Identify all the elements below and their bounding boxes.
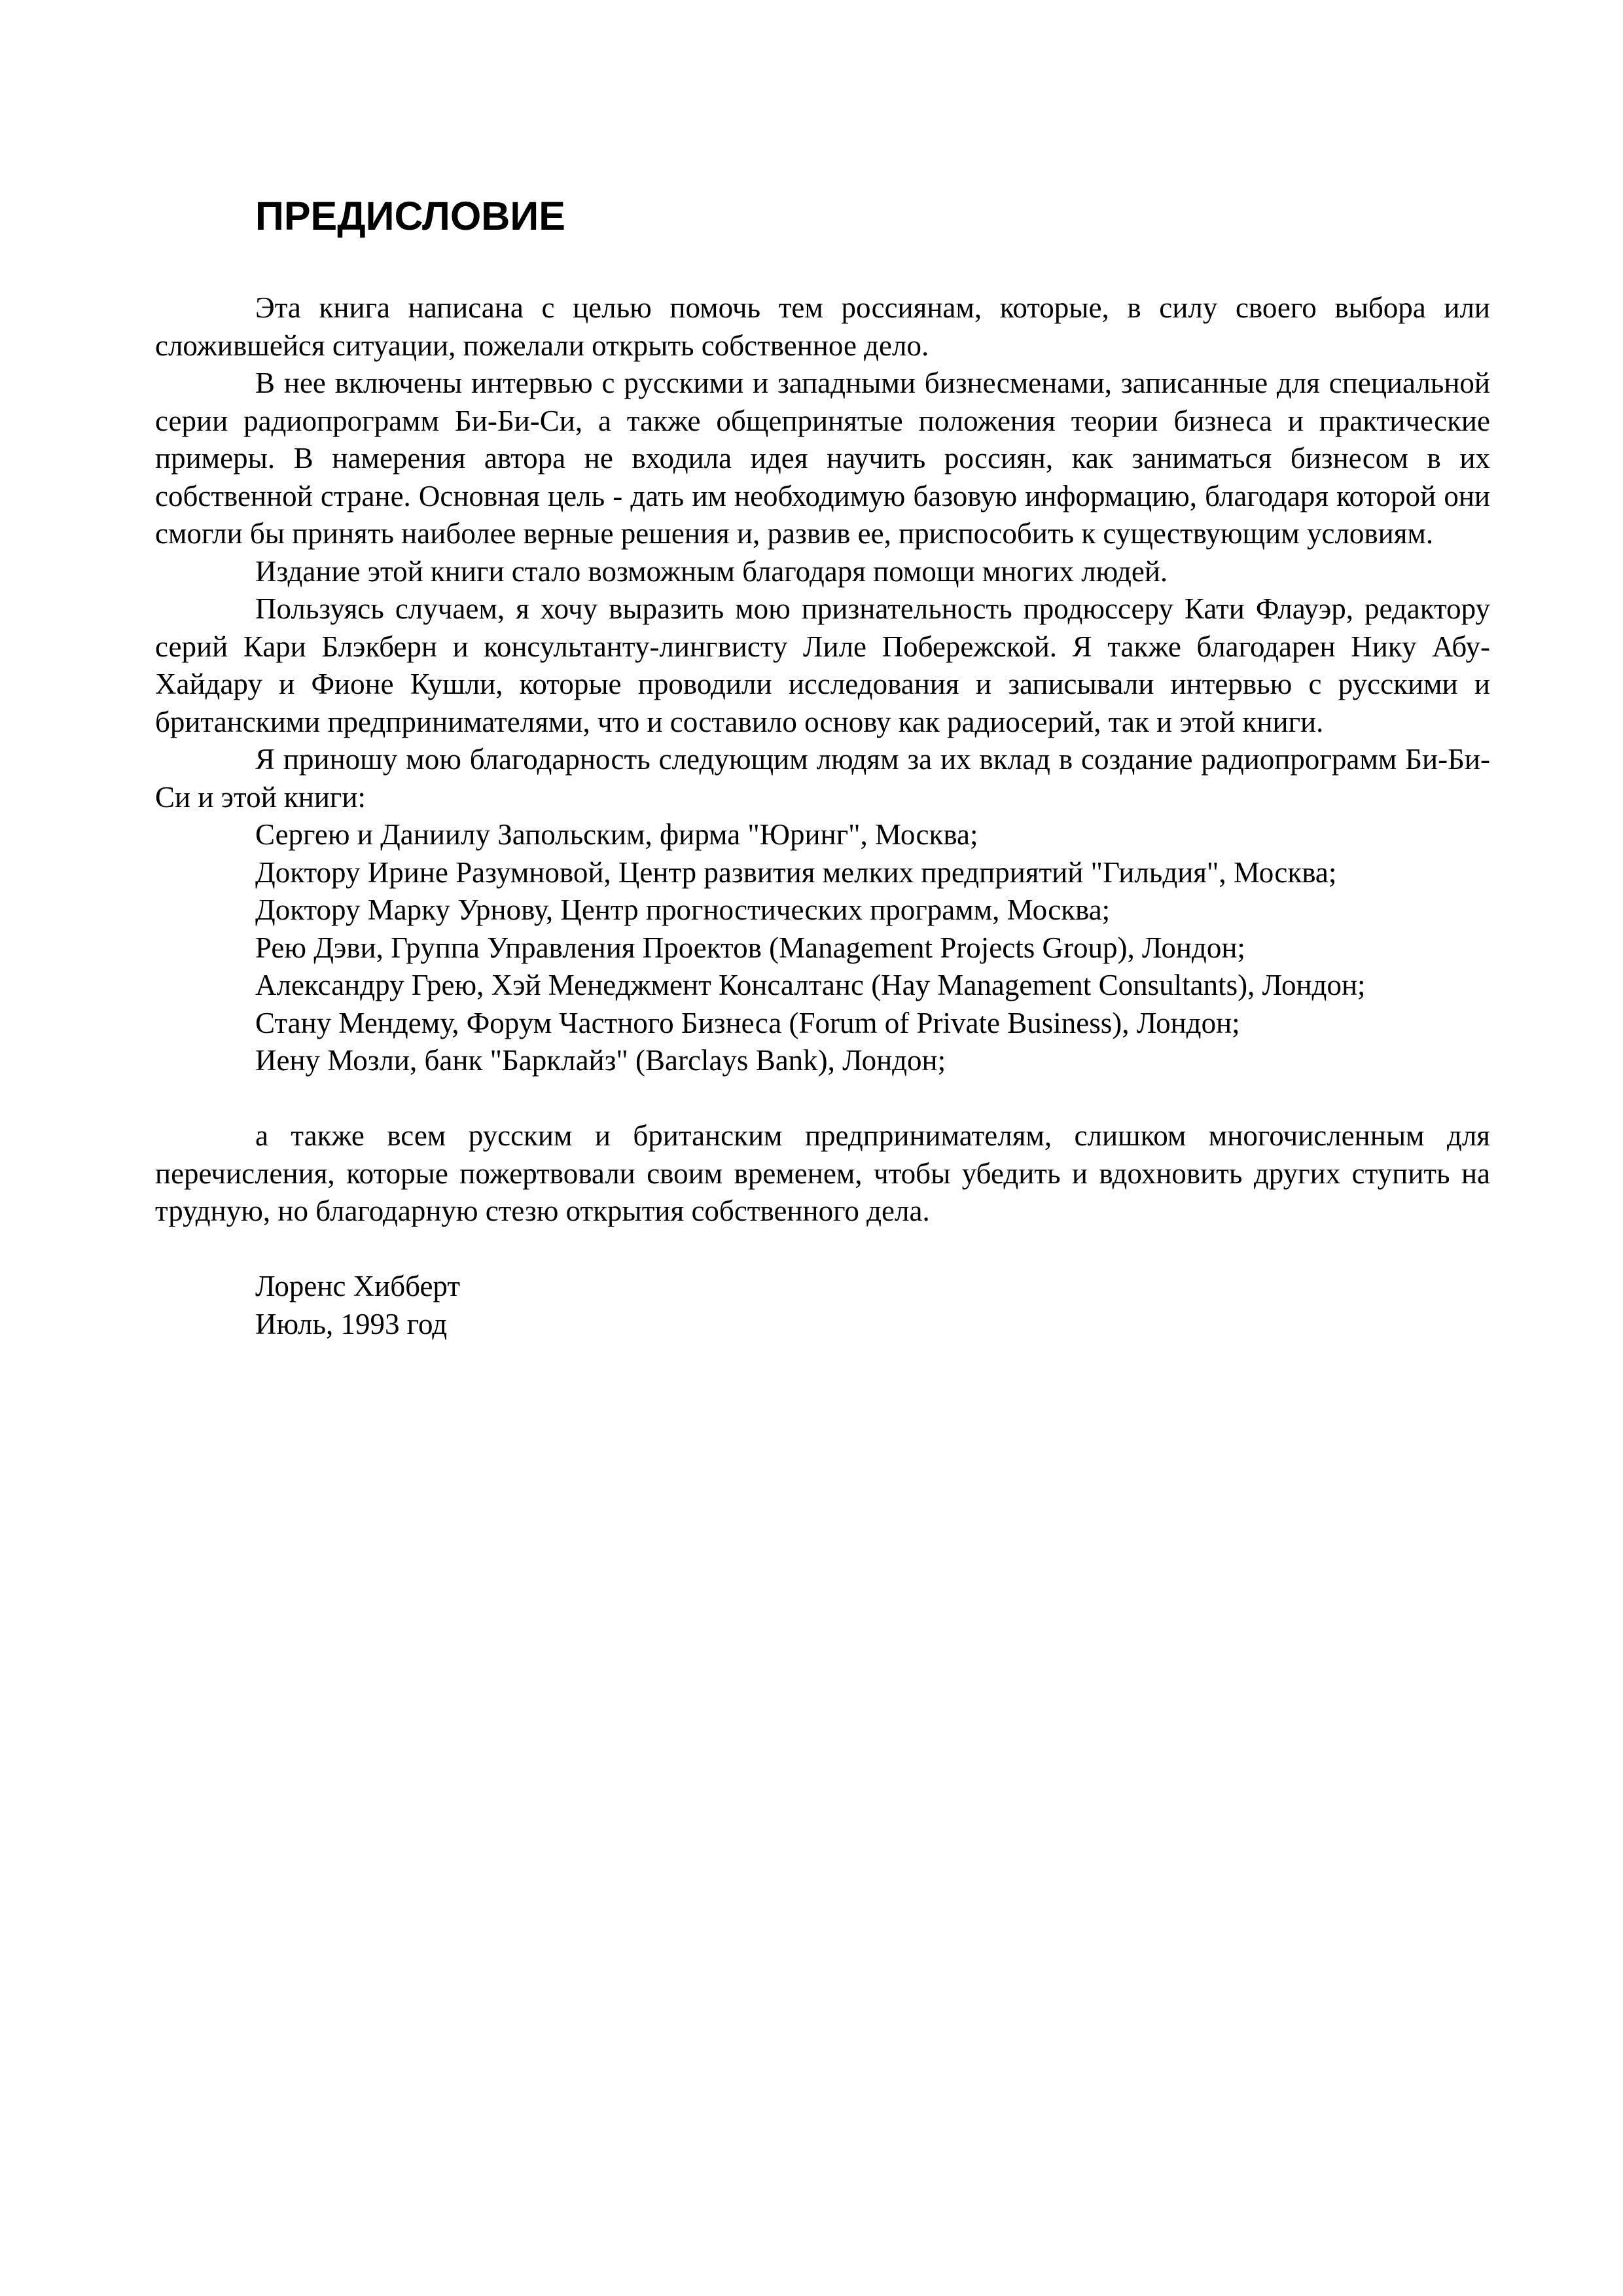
paragraph-closing: а также всем русским и британским предпринимателям, слишком многочисленным для перечисления, которые пожертвовали своим временем, чтобы убедить и вдохновить других ступить на трудную, но благодарную стезю открытия собственного дела.: [155, 1119, 1490, 1227]
paragraph-contributors-intro: Я приношу мою благодарность следующим людям за их вклад в создание радиопрограмм Би-Би-Си и этой книги:: [155, 743, 1490, 814]
list-item: Александру Грею, Хэй Менеджмент Консалтанс (Hay Management Consultants), Лондон;: [255, 969, 1366, 1001]
paragraph-contents: В нее включены интервью с русскими и западными бизнесменами, записанные для специальной серии радиопрограмм Би-Би-Си, а также общепринятые положения теории бизнеса и практические примеры. В намерения автора не входила идея научить россиян, как заниматься бизнесом в их собственной стране. Основная цель - дать им необходимую базовую информацию, благодаря которой они смогли бы принять наиболее верные решения и, развив ее, приспособить к существующим условиям.: [155, 367, 1490, 550]
signature-block: [155, 1268, 1490, 1343]
paragraph-thanks-intro: Издание этой книги стало возможным благодаря помощи многих людей.: [255, 554, 1168, 588]
list-item: Сергею и Даниилу Запольским, фирма "Юринг", Москва;: [255, 818, 978, 851]
page-title: ПРЕДИСЛОВИЕ: [255, 194, 565, 238]
list-item: Доктору Ирине Разумновой, Центр развития мелких предприятий "Гильдия", Москва;: [255, 855, 1337, 889]
document-page: [155, 190, 1490, 1343]
acknowledgements-list: [155, 816, 1490, 1080]
signature-author: Лоренс Хибберт: [255, 1270, 461, 1302]
paragraph-gratitude: Пользуясь случаем, я хочу выразить мою признательность продюссеру Кати Флауэр, редактору серий Кари Блэкберн и консультанту-лингвисту Лиле Побережской. Я также благодарен Нику Абу-Хайдару и Фионе Кушли, которые проводили исследования и записывали интервью с русскими и британскими предпринимателями, что и составило основу как радиосерий, так и этой книги.: [155, 592, 1490, 738]
list-item: Доктору Марку Урнову, Центр прогностических программ, Москва;: [255, 893, 1111, 926]
list-item: Стану Мендему, Форум Частного Бизнеса (Forum of Private Business), Лондон;: [255, 1006, 1240, 1039]
signature-date: Июль, 1993 год: [255, 1307, 448, 1340]
paragraph-purpose: Эта книга написана с целью помочь тем россиянам, которые, в силу своего выбора или сложившейся ситуации, пожелали открыть собственное дело.: [155, 291, 1490, 362]
list-item: Иену Мозли, банк "Барклайз" (Barclays Bank), Лондон;: [255, 1044, 946, 1077]
list-item: Рею Дэви, Группа Управления Проектов (Management Projects Group), Лондон;: [255, 931, 1245, 964]
